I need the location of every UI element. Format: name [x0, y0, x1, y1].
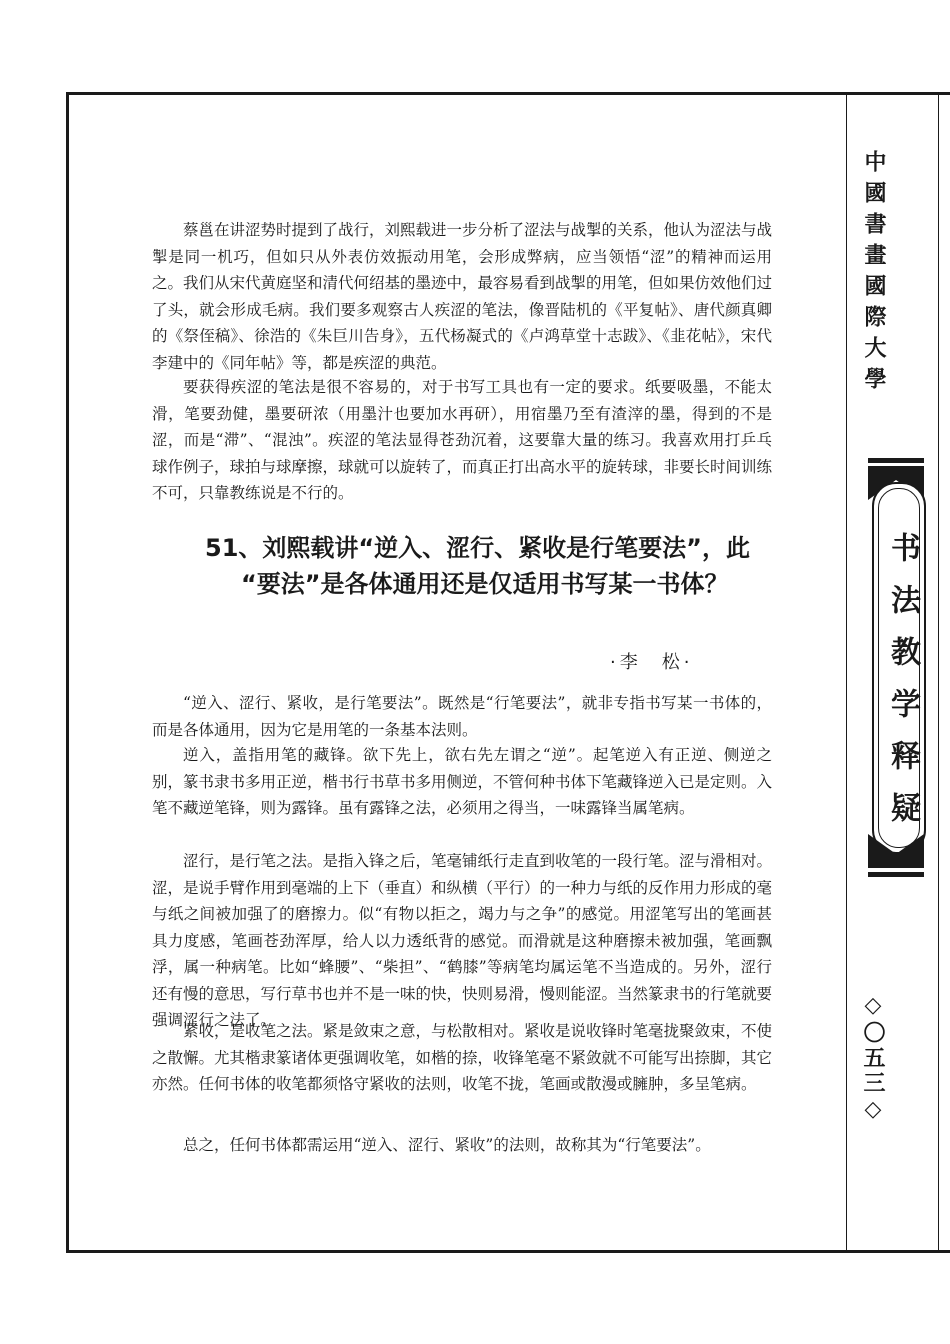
body-paragraph: 紧收，是收笔之法。紧是敛束之意，与松散相对。紧收是说收锋时笔毫拢聚敛束，不使之散懈。尤其楷隶篆诸体更强调收笔，如楷的捺，收锋笔毫不紧敛就不可能写出捺脚，其它亦然。任何书体的收笔都须恪守紧收的法则，收笔不拢，笔画或散漫或臃肿，多呈笔病。 — [152, 1022, 773, 1093]
series-title: 中國書畫國際大學 — [861, 150, 886, 398]
body-paragraph: “逆入、涩行、紧收，是行笔要法”。既然是“行笔要法”，就非专指书写某一书体的，而是各体通用，因为它是用笔的一条基本法则。 — [152, 694, 772, 739]
sidebar-rule-right — [938, 92, 939, 1253]
sidebar-rule-left — [846, 92, 847, 1253]
body-paragraph: 逆入，盖指用笔的藏锋。欲下先上，欲右先左谓之“逆”。起笔逆入有正逆、侧逆之别，篆书隶书多用正逆，楷书行书草书多用侧逆，不管何种书体下笔藏锋逆入已是定则。入笔不藏逆笔锋，则为露锋。虽有露锋之法，必须用之得当，一味露锋当属笔病。 — [152, 746, 773, 817]
body-paragraph: 要获得疾涩的笔法是很不容易的，对于书写工具也有一定的要求。纸要吸墨，不能太滑，笔要劲健，墨要研浓（用墨汁也要加水再研），用宿墨乃至有渣滓的墨，得到的不是涩，而是“滞”、“混浊”。疾涩的笔法显得苍劲沉着，这要靠大量的练习。我喜欢用打乒乓球作例子，球拍与球摩擦，球就可以旋转了，而真正打出高水平的旋转球，非要长时间训练不可，只靠教练说是不行的。 — [152, 378, 773, 502]
body-paragraph: 蔡邕在讲涩势时提到了战行，刘熙载进一步分析了涩法与战掣的关系，他认为涩法与战掣是同一机巧，但如只从外表仿效振动用笔，会形成弊病，应当领悟“涩”的精神而运用之。我们从宋代黄庭坚和清代何绍基的墨迹中，最容易看到战掣的用笔，但如果仿效他们过了头，就会形成毛病。我们要多观察古人疾涩的笔法，像晋陆机的《平复帖》、唐代颜真卿的《祭侄稿》、徐浩的《朱巨川告身》，五代杨凝式的《卢鸿草堂十志跋》、《韭花帖》，宋代李建中的《同年帖》等，都是疾涩的典范。 — [152, 221, 773, 372]
book-title: 书法教学释疑 — [885, 532, 920, 844]
sidebar-ornament-bottom — [868, 834, 924, 868]
section-heading-line: 51、刘熙载讲“逆入、涩行、紧收是行笔要法”，此 — [205, 534, 750, 562]
section-heading — [205, 530, 765, 602]
page-frame-left — [66, 92, 69, 1253]
body-paragraph: 涩行，是行笔之法。是指入锋之后，笔毫铺纸行走直到收笔的一段行笔。涩与滑相对。涩，是说手臂作用到毫端的上下（垂直）和纵横（平行）的一种力与纸的反作用力形成的毫与纸之间被加强了的磨擦力。似“有物以拒之，竭力与之争”的感觉。用涩笔写出的笔画甚具力度感，笔画苍劲浑厚，给人以力透纸背的感觉。而滑就是这种磨擦未被加强，笔画飘浮，属一种病笔。比如“蜂腰”、“柴担”、“鹤膝”等病笔均属运笔不当造成的。另外，涩行还有慢的意思，写行草书也并不是一味的快，快则易滑，慢则能涩。当然篆隶书的行笔就要强调涩行之法了。 — [152, 852, 773, 1029]
sidebar-ornament-rule — [868, 458, 924, 463]
sidebar-ornament-rule-bottom — [868, 872, 924, 877]
section-heading-line: “要法”是各体通用还是仅适用书写某一书体？ — [241, 570, 729, 598]
body-paragraph: 总之，任何书体都需运用“逆入、涩行、紧收”的法则，故称其为“行笔要法”。 — [183, 1136, 711, 1154]
author-name-part: ·李 — [610, 652, 642, 673]
page-frame-bottom — [66, 1250, 950, 1253]
author-byline — [610, 648, 693, 674]
author-name-part: 松· — [661, 652, 694, 673]
page-frame-top — [66, 92, 950, 95]
page-number: ◇〇五三◇ — [860, 992, 886, 1125]
